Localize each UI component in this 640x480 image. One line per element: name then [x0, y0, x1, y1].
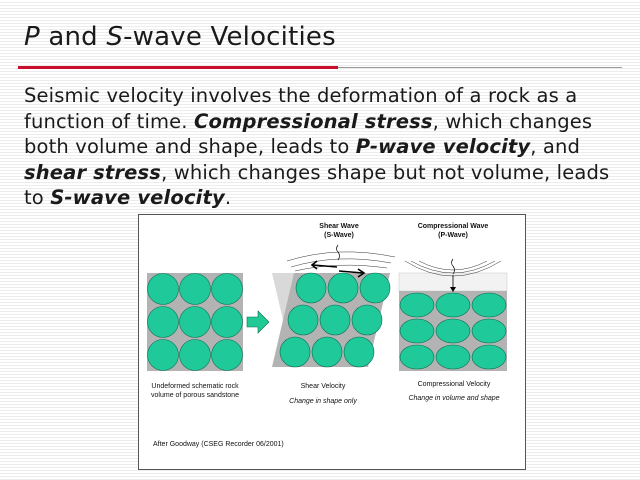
- compressional-wave-subtitle: (P-Wave): [438, 231, 468, 239]
- title-and: and: [39, 22, 107, 52]
- caption-undeformed: Undeformed schematic rock volume of porous sandstone: [151, 383, 239, 399]
- title-s-letter: S: [106, 22, 124, 52]
- body-text-2: , which changes both volume and shape, leads to: [24, 109, 593, 158]
- compressional-squiggle-icon: [452, 259, 455, 274]
- shear-squiggle-icon: [337, 245, 340, 260]
- shear-wave-label: [304, 223, 374, 240]
- deformation-arrow-icon: [247, 311, 269, 333]
- body-text-5: .: [224, 186, 232, 209]
- title-rest: -wave Velocities: [123, 22, 336, 52]
- term-p-wave-velocity: P-wave velocity: [355, 135, 531, 158]
- body-paragraph: [24, 83, 624, 211]
- body-text-3: , and: [530, 135, 581, 158]
- shear-wave-subtitle: (S-Wave): [324, 231, 354, 239]
- term-s-wave-velocity: S-wave velocity: [50, 186, 225, 209]
- caption-compressional-note: Change in volume and shape: [408, 395, 500, 402]
- caption-shear-note: Change in shape only: [289, 398, 357, 405]
- term-shear-stress: shear stress: [24, 160, 162, 184]
- title-underline: [18, 66, 622, 69]
- shear-wave-title: Shear Wave: [319, 223, 359, 230]
- velocity-figure: [138, 214, 526, 470]
- caption-compressional: Compressional Velocity: [417, 381, 491, 388]
- compressional-block: [399, 259, 507, 371]
- compressional-grains: [400, 293, 506, 369]
- body-text-1: Seismic velocity involves the deformation of a rock as a function of time.: [24, 84, 578, 133]
- figure-drawing: [139, 215, 525, 469]
- title-p-letter: P: [24, 22, 40, 52]
- undeformed-block: [147, 273, 243, 371]
- figure-credit: After Goodway (CSEG Recorder 06/2001): [153, 441, 284, 448]
- title-underline-accent: [18, 66, 338, 69]
- term-compressional-stress: Compressional stress: [194, 109, 433, 133]
- shear-block: [272, 245, 395, 367]
- shear-grains: [280, 273, 390, 367]
- shear-wavefronts: [287, 252, 395, 271]
- slide-title: [24, 22, 336, 52]
- body-text-4: , which changes shape but not volume, leads to: [24, 160, 610, 209]
- compressional-wave-title: Compressional Wave: [417, 223, 489, 230]
- compressional-wave-label: [401, 223, 505, 240]
- undeformed-grains: [148, 274, 243, 371]
- title-underline-line: [338, 67, 622, 68]
- caption-shear: Shear Velocity: [300, 383, 346, 390]
